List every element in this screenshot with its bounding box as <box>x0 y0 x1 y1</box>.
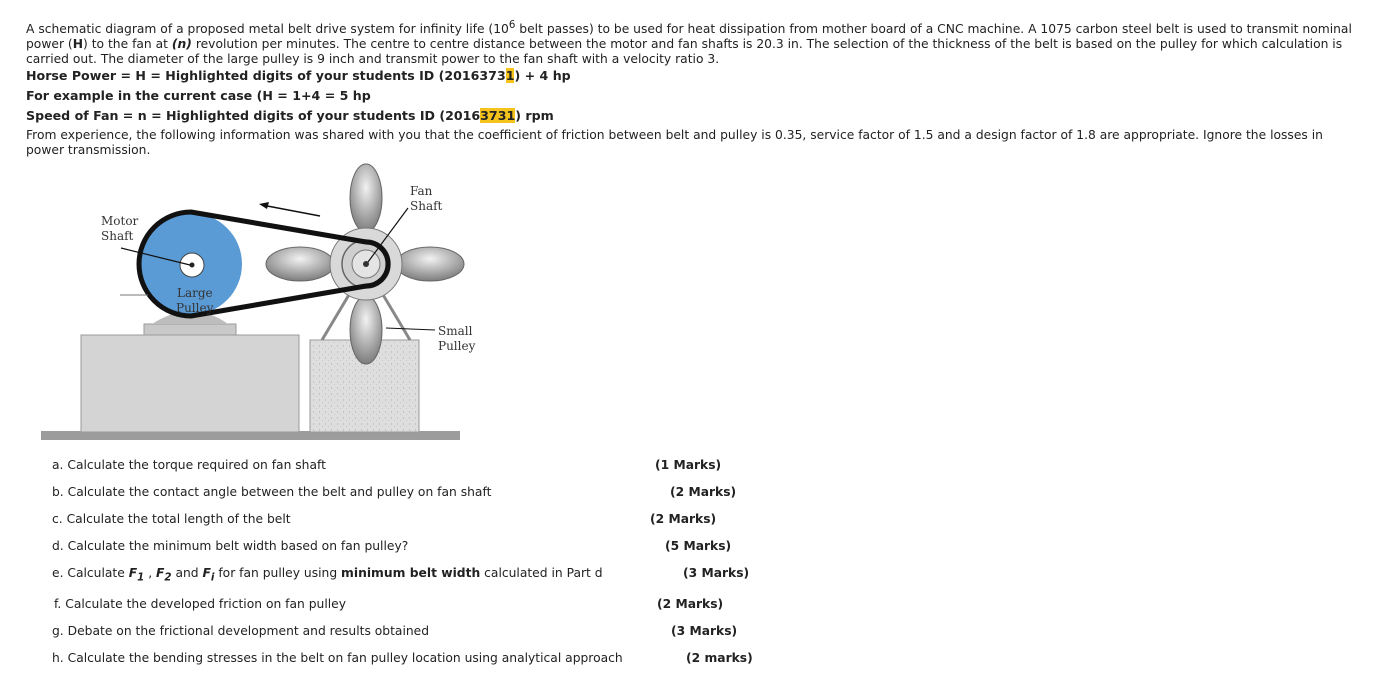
question-b: b. Calculate the contact angle between the belt and pulley on fan shaft <box>52 485 492 499</box>
marks-d: (5 Marks) <box>665 539 732 553</box>
question-a: a. Calculate the torque required on fan shaft <box>52 458 326 472</box>
motion-arrow <box>262 205 320 216</box>
motion-arrow-head <box>259 202 269 209</box>
experience-paragraph: From experience, the following information was shared with you that the coefficient of friction between belt and pulley is 0.35, service factor of 1.5 and a design factor of 1.8 are appropriate. Ignore the losses in power transmission. <box>26 128 1323 157</box>
fan-blade-left <box>266 247 334 281</box>
question-f: f. Calculate the developed friction on fan pulley <box>54 597 347 611</box>
small-pulley-leader <box>386 328 435 330</box>
fan-blade-bottom <box>350 296 382 364</box>
marks-b: (2 Marks) <box>670 485 737 499</box>
example-line: For example in the current case (H = 1+4 = 5 hp <box>26 88 371 103</box>
problem-statement: A schematic diagram of a proposed metal belt drive system for infinity life ($10^6$ belt passes) to be used for heat dissipation from mother board of a CNC machine. A 1075 carbon steel belt is used to transmit nominal power (H) to the fan at (n) revolution per minutes. The centre to centre distance between the motor and fan shafts is 20.3 in. The selection of the thickness of the belt is based on the pulley for which calculation is carried out. The diameter of the large pulley is 9 inch and transmit power to the fan shaft with a velocity ratio 3. <box>26 19 1352 67</box>
fan-shaft-label-2: Shaft <box>410 199 443 213</box>
small-pulley-label-2: Pulley <box>438 339 476 353</box>
marks-c: (2 Marks) <box>650 512 717 526</box>
fan-shaft-label-1: Fan <box>410 184 433 198</box>
marks-a: (1 Marks) <box>655 458 722 472</box>
large-pulley-label-2: Pulley <box>176 301 214 315</box>
marks-f: (2 Marks) <box>657 597 724 611</box>
motor-base-top <box>144 324 236 335</box>
horse-power-line: Horse Power = H = Highlighted digits of your students ID (20163731) + 4 hp <box>26 68 571 83</box>
motor-base <box>81 335 299 432</box>
marks-g: (3 Marks) <box>671 624 738 638</box>
question-h: h. Calculate the bending stresses in the belt on fan pulley location using analytical approach <box>52 651 623 665</box>
motor-shaft-label-2: Shaft <box>101 229 134 243</box>
belt-drive-diagram <box>30 158 476 448</box>
question-g: g. Debate on the frictional development and results obtained <box>52 624 430 638</box>
large-pulley-label-1: Large <box>177 286 213 300</box>
fan-blade-right <box>396 247 464 281</box>
question-d: d. Calculate the minimum belt width based on fan pulley? <box>52 539 409 553</box>
marks-e: (3 Marks) <box>683 566 750 580</box>
question-c: c. Calculate the total length of the belt <box>52 512 291 526</box>
fan-blade-top <box>350 164 382 232</box>
motor-shaft-label-1: Motor <box>101 214 139 228</box>
motor-shaft-dot <box>190 263 195 268</box>
fan-speed-line: Speed of Fan = n = Highlighted digits of your students ID (20163731) rpm <box>26 108 554 123</box>
small-pulley-label-1: Small <box>438 324 473 338</box>
question-e: e. Calculate $F_1$ , $F_2$ and $F_i$ for fan pulley using minimum belt width calculated in Part d <box>52 566 603 584</box>
marks-h: (2 marks) <box>686 651 753 665</box>
